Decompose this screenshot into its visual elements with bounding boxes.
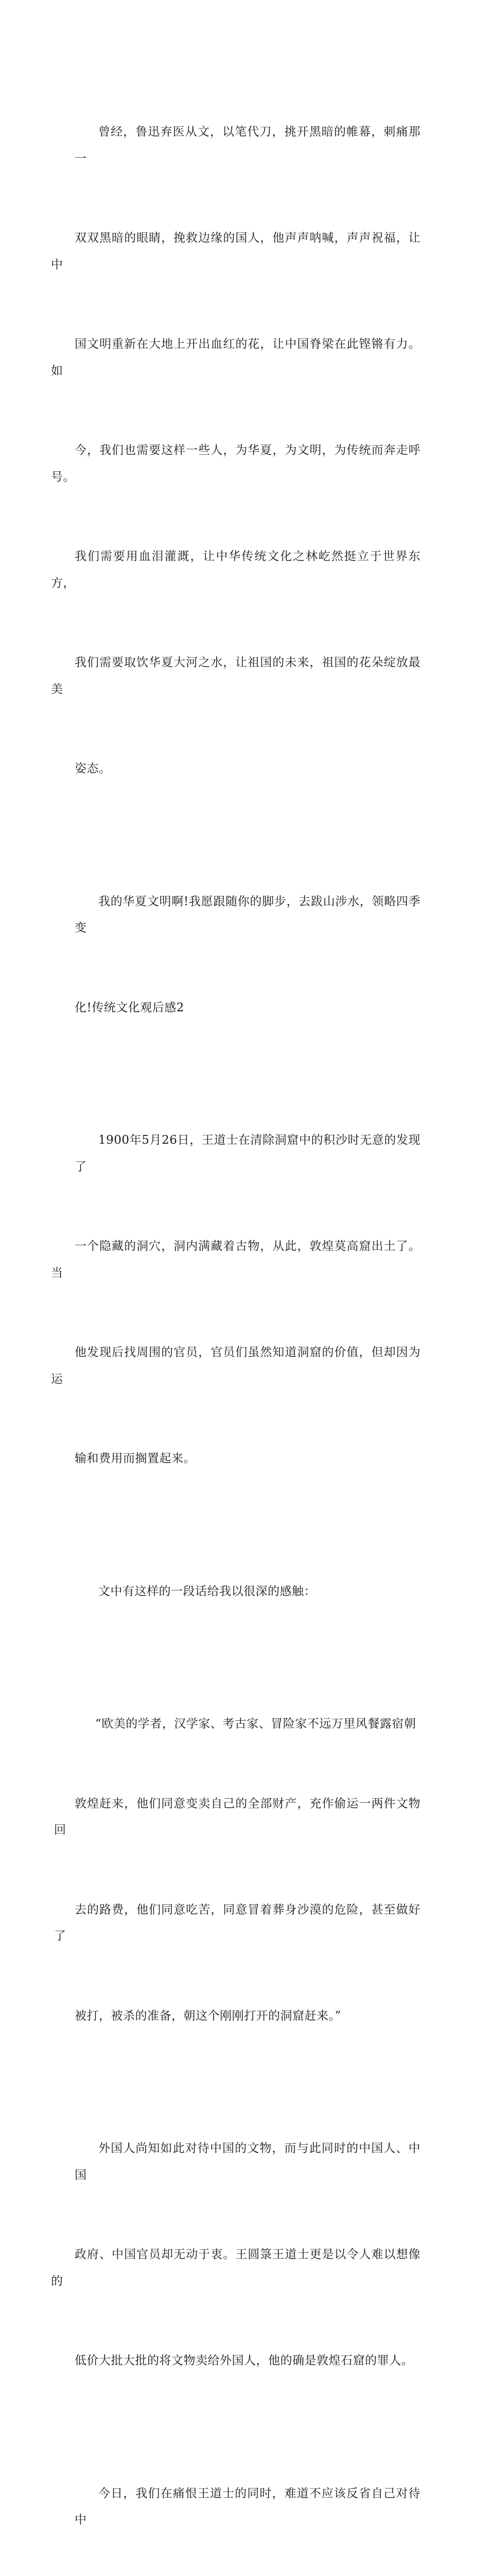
paragraph-lu-xun	[75, 66, 421, 836]
text-line: 曾经，鲁迅弃医从文，以笔代刀，挑开黑暗的帷幕，刺痛那一	[75, 119, 421, 172]
text-line: 化!传统文化观后感2	[51, 995, 421, 1022]
text-line: 政府、中国官员却无动于衷。王圆箓王道士更是以令人难以想像的	[51, 2242, 421, 2295]
text-line: 姿态。	[51, 756, 421, 783]
document-page	[0, 0, 489, 692]
paragraph-huaxia	[75, 836, 421, 1075]
text-line: 今，我们也需要这样一些人，为华夏，为文明，为传统而奔走呼号。	[51, 437, 421, 490]
text-line: 被打，被杀的准备，朝这个刚刚打开的洞窟赶来。”	[54, 2003, 421, 2030]
text-line: 去的路费，他们同意吃苦，同意冒着葬身沙漠的危险，甚至做好了	[54, 1897, 421, 1950]
text-line: 1900年5月26日，王道士在清除洞窟中的积沙时无意的发现了	[75, 1127, 421, 1180]
text-line: “欧美的学者，汉学家、考古家、冒险家不远万里风餐露宿朝	[75, 1711, 421, 1738]
text-line: 我们需要取饮华夏大河之水，让祖国的未来，祖国的花朵绽放最美	[51, 650, 421, 703]
document-body	[75, 66, 421, 2576]
text-line: 我的华夏文明啊!我愿跟随你的脚步，去跋山涉水，领略四季变	[75, 889, 421, 942]
text-line: 他发现后找周围的官员，官员们虽然知道洞窟的价值，但却因为运	[51, 1340, 421, 1393]
text-line: 国文明重新在大地上开出血红的花，让中国脊梁在此铿锵有力。如	[51, 331, 421, 384]
text-line: 低价大批大批的将文物卖给外国人，他的确是敦煌石窟的罪人。	[51, 2348, 421, 2375]
text-line: 双双黑暗的眼睛，挽救边缘的国人，他声声呐喊，声声祝福，让中	[51, 225, 421, 278]
text-line: 输和费用而搁置起来。	[51, 1446, 421, 1472]
paragraph-intro-quote	[75, 1526, 421, 1658]
text-line: 我们需要用血泪灌溉，让中华传统文化之林屹然挺立于世界东方，	[51, 544, 421, 597]
paragraph-today	[75, 2428, 421, 2576]
paragraph-foreigners	[75, 2082, 421, 2428]
text-line: 敦煌赶来，他们同意变卖自己的全部财产，充作偷运一两件文物回	[54, 1791, 421, 1844]
paragraph-1900	[75, 1074, 421, 1526]
text-line: 外国人尚知如此对待中国的文物，而与此同时的中国人、中国	[75, 2136, 421, 2189]
text-line: 一个隐藏的洞穴，洞内满藏着古物，从此，敦煌莫高窟出土了。当	[51, 1233, 421, 1286]
text-line: 文中有这样的一段话给我以很深的感触：	[75, 1579, 421, 1605]
paragraph-quote	[75, 1658, 421, 2082]
text-line: 今日，我们在痛恨王道士的同时，难道不应该反省自己对待中	[75, 2481, 421, 2534]
